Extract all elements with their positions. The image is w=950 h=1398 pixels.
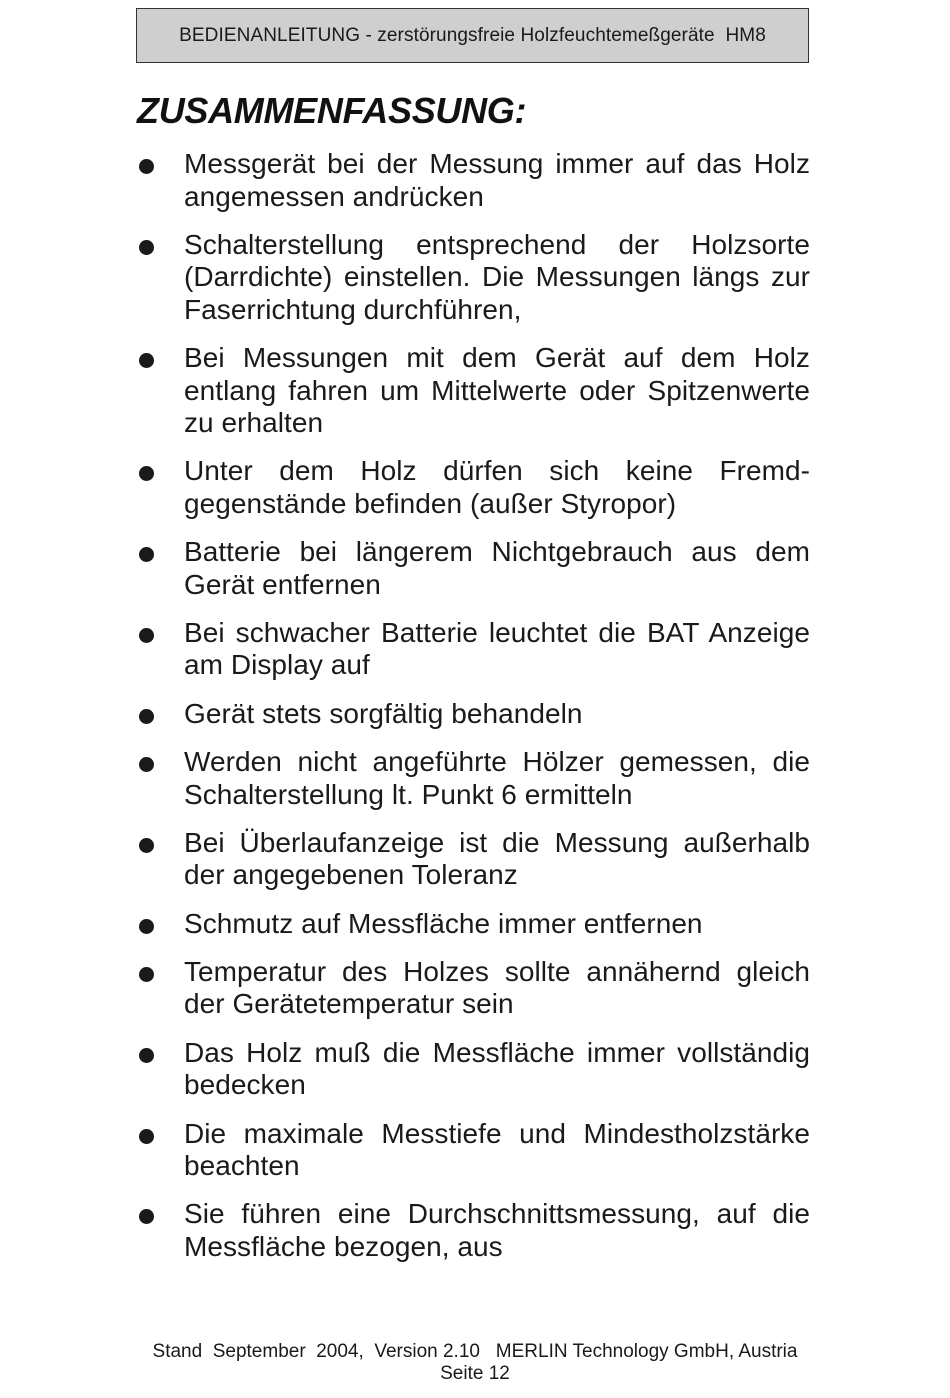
list-item-text: Messgerät bei der Messung immer auf das Holz angemessen andrücken <box>184 148 810 212</box>
list-item <box>137 342 810 440</box>
bullet-icon <box>139 1209 154 1224</box>
page-number: Seite 12 <box>440 1363 510 1384</box>
list-item-text: Batterie bei längerem Nichtgebrauch aus dem Gerät entfernen <box>184 536 810 600</box>
header-text: BEDIENANLEITUNG - zerstörungsfreie Holzfeuchtemeßgeräte HM8 <box>179 24 766 46</box>
list-item <box>137 1118 810 1183</box>
bullet-icon <box>139 919 154 934</box>
list-item-text: Sie führen eine Durchschnittsmessung, auf die Messfläche bezogen, aus <box>184 1198 810 1262</box>
bullet-icon <box>139 466 154 481</box>
list-item-text: Werden nicht angeführte Hölzer gemessen, die Schalterstellung lt. Punkt 6 ermitteln <box>184 746 810 810</box>
list-item-text: Das Holz muß die Messfläche immer vollständig bedecken <box>184 1036 810 1101</box>
bullet-icon <box>139 240 154 255</box>
document-footer <box>0 1341 950 1385</box>
list-item <box>137 148 810 213</box>
footer-version-info: Stand September 2004, Version 2.10 MERLIN Technology GmbH, Austria <box>152 1341 798 1362</box>
list-item <box>137 1037 810 1102</box>
list-item-text: Bei schwacher Batterie leuchtet die BAT Anzeige am Display auf <box>184 616 810 681</box>
bullet-icon <box>139 1129 154 1144</box>
bullet-icon <box>139 159 154 174</box>
list-item-text: Die maximale Messtiefe und Mindestholzstärke beachten <box>184 1117 810 1182</box>
bullet-icon <box>139 1048 154 1063</box>
bullet-icon <box>139 547 154 562</box>
list-item <box>137 956 810 1021</box>
bullet-icon <box>139 967 154 982</box>
list-item <box>137 827 810 892</box>
bullet-icon <box>139 838 154 853</box>
list-item <box>137 617 810 682</box>
list-item-text: Temperatur des Holzes sollte annähernd gleich der Gerätetemperatur sein <box>184 955 810 1020</box>
list-item <box>137 229 810 327</box>
list-item-text: Bei Messungen mit dem Gerät auf dem Holz entlang fahren um Mittelwerte oder Spitzenwerte zu erhalten <box>184 342 810 439</box>
page-title: ZUSAMMENFASSUNG: <box>137 90 527 131</box>
document-header <box>136 8 809 63</box>
list-item <box>137 746 810 811</box>
list-item <box>137 455 810 520</box>
list-item <box>137 698 810 731</box>
list-item-text: Bei Überlaufanzeige ist die Messung außerhalb der angegebenen Toleranz <box>184 826 810 891</box>
list-item-text: Schalterstellung entsprechend der Holzsorte (Darrdichte) einstellen. Die Messungen längs zur Faserrichtung durchführen, <box>184 228 810 325</box>
list-item-text: Schmutz auf Messfläche immer entfernen <box>184 907 703 939</box>
bullet-icon <box>139 628 154 643</box>
summary-list <box>137 148 810 1279</box>
list-item <box>137 1198 810 1263</box>
list-item <box>137 536 810 601</box>
list-item-text: Gerät stets sorgfältig behandeln <box>184 697 583 729</box>
list-item-text: Unter dem Holz dürfen sich keine Fremd-gegenstände befinden (außer Styropor) <box>184 455 810 519</box>
bullet-icon <box>139 353 154 368</box>
bullet-icon <box>139 709 154 724</box>
bullet-icon <box>139 757 154 772</box>
list-item <box>137 908 810 941</box>
